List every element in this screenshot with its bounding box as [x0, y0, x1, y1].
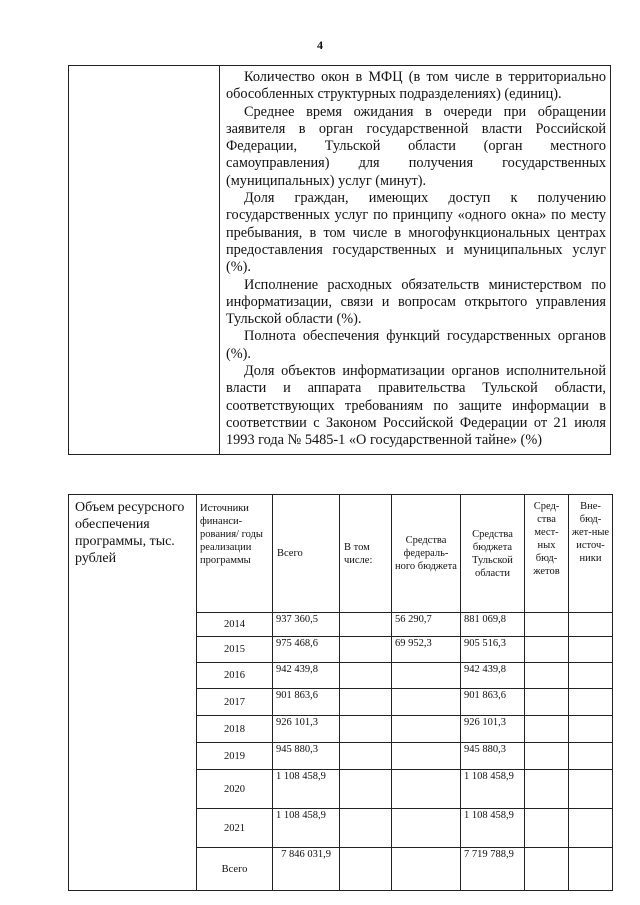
total-cell: 926 101,3: [273, 716, 340, 743]
regional-cell: 1 108 458,9: [461, 770, 525, 809]
extra-cell: [569, 716, 613, 743]
including-cell: [340, 716, 392, 743]
regional-cell: 7 719 788,9: [461, 848, 525, 891]
local-cell: [525, 809, 569, 848]
total-cell: 937 360,5: [273, 613, 340, 637]
local-cell: [525, 848, 569, 891]
resources-table: [68, 494, 613, 891]
header-federal: Средства федераль-ного бюджета: [392, 495, 461, 613]
local-cell: [525, 770, 569, 809]
header-including: В том числе:: [340, 495, 392, 613]
header-regional: Средства бюджета Тульской области: [461, 495, 525, 613]
year-cell: Всего: [197, 848, 273, 891]
indicators-label-cell: [69, 66, 220, 455]
including-cell: [340, 663, 392, 689]
local-cell: [525, 743, 569, 770]
header-local: Сред-ства мест-ных бюд-жетов: [525, 495, 569, 613]
including-cell: [340, 809, 392, 848]
indicators-list-cell: [220, 66, 611, 455]
including-cell: [340, 613, 392, 637]
regional-cell: 881 069,8: [461, 613, 525, 637]
total-cell: 1 108 458,9: [273, 809, 340, 848]
total-cell: 975 468,6: [273, 637, 340, 663]
total-cell: 901 863,6: [273, 689, 340, 716]
federal-cell: [392, 848, 461, 891]
indicator-2: Среднее время ожидания в очереди при обращении заявителя в орган государственной власти Российской Федерации, Тульской области (орган местного самоуправления) для получения государственных (муниципальных) услуг (минут).: [226, 103, 606, 189]
indicator-4: Исполнение расходных обязательств министерством по информатизации, связи и вопросам открытого управления Тульской области (%).: [226, 276, 606, 328]
extra-cell: [569, 770, 613, 809]
local-cell: [525, 663, 569, 689]
local-cell: [525, 689, 569, 716]
including-cell: [340, 743, 392, 770]
year-cell: 2018: [197, 716, 273, 743]
extra-cell: [569, 663, 613, 689]
year-cell: 2017: [197, 689, 273, 716]
total-cell: 7 846 031,9: [273, 848, 340, 891]
including-cell: [340, 689, 392, 716]
year-cell: 2016: [197, 663, 273, 689]
indicator-5: Полнота обеспечения функций государственных органов (%).: [226, 328, 606, 362]
year-cell: 2015: [197, 637, 273, 663]
regional-cell: 901 863,6: [461, 689, 525, 716]
federal-cell: [392, 809, 461, 848]
regional-cell: 905 516,3: [461, 637, 525, 663]
local-cell: [525, 637, 569, 663]
including-cell: [340, 848, 392, 891]
regional-cell: 945 880,3: [461, 743, 525, 770]
total-cell: 942 439,8: [273, 663, 340, 689]
header-extra: Вне-бюд-жет-ные источ-ники: [569, 495, 613, 613]
extra-cell: [569, 809, 613, 848]
total-cell: 1 108 458,9: [273, 770, 340, 809]
header-sources: Источники финанси-рования/ годы реализации программы: [197, 495, 273, 613]
federal-cell: 69 952,3: [392, 637, 461, 663]
resources-header-row: [69, 495, 613, 613]
indicator-6: Доля объектов информатизации органов исполнительной власти и аппарата правительства Тульской области, соответствующих требованиям по защите информации в соответствии с Законом Российской Федерации от 21 июля 1993 года № 5485-1 «О государственной тайне» (%): [226, 363, 606, 449]
extra-cell: [569, 848, 613, 891]
extra-cell: [569, 743, 613, 770]
federal-cell: [392, 716, 461, 743]
local-cell: [525, 613, 569, 637]
indicator-1: Количество окон в МФЦ (в том числе в территориально обособленных структурных подразделениях) (единиц).: [226, 69, 606, 103]
federal-cell: [392, 663, 461, 689]
year-cell: 2019: [197, 743, 273, 770]
total-cell: 945 880,3: [273, 743, 340, 770]
resources-label: Объем ресурсного обеспечения программы, тыс. рублей: [69, 495, 197, 891]
extra-cell: [569, 637, 613, 663]
extra-cell: [569, 689, 613, 716]
regional-cell: 942 439,8: [461, 663, 525, 689]
indicator-3: Доля граждан, имеющих доступ к получению государственных услуг по принципу «одного окна» по месту пребывания, в том числе в многофункциональных центрах предоставления государственных и муниципальных услуг (%).: [226, 190, 606, 276]
federal-cell: [392, 770, 461, 809]
federal-cell: [392, 743, 461, 770]
year-cell: 2014: [197, 613, 273, 637]
indicators-table: [68, 65, 611, 455]
including-cell: [340, 637, 392, 663]
federal-cell: [392, 689, 461, 716]
extra-cell: [569, 613, 613, 637]
federal-cell: 56 290,7: [392, 613, 461, 637]
header-total: Всего: [273, 495, 340, 613]
regional-cell: 1 108 458,9: [461, 809, 525, 848]
local-cell: [525, 716, 569, 743]
indicators-row: [69, 66, 611, 455]
year-cell: 2020: [197, 770, 273, 809]
including-cell: [340, 770, 392, 809]
page-number: 4: [317, 38, 323, 52]
year-cell: 2021: [197, 809, 273, 848]
regional-cell: 926 101,3: [461, 716, 525, 743]
